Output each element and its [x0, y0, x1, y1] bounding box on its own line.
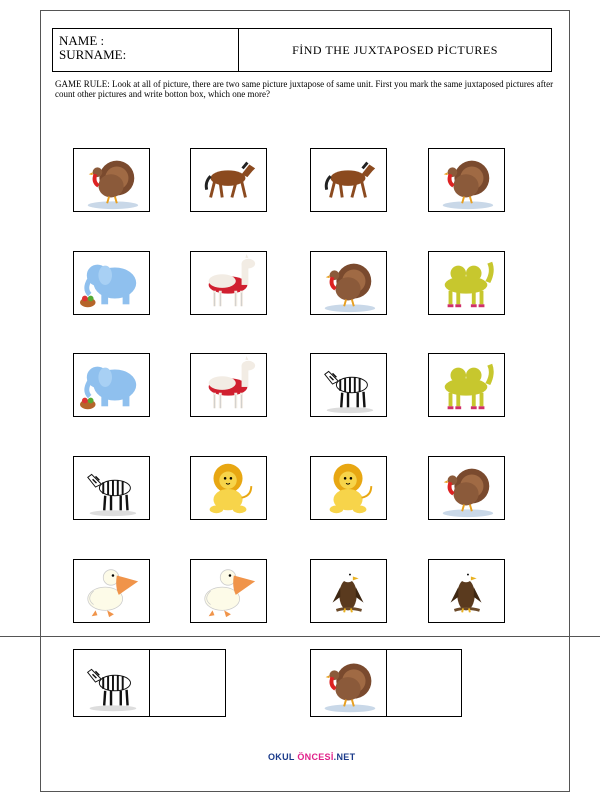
- answer-picture: [74, 650, 150, 716]
- section-divider: [0, 636, 600, 637]
- answer-box: [310, 649, 462, 717]
- eagle-icon: [429, 560, 504, 622]
- picture-card[interactable]: [73, 456, 150, 520]
- answer-count-field[interactable]: [387, 650, 461, 716]
- answer-count-field[interactable]: [150, 650, 225, 716]
- turkey-icon: [429, 149, 504, 211]
- name-label: NAME :: [59, 33, 105, 48]
- llama-icon: [191, 252, 266, 314]
- picture-card[interactable]: [190, 251, 267, 315]
- picture-card[interactable]: [310, 353, 387, 417]
- pelican-icon: [74, 560, 149, 622]
- picture-card[interactable]: [190, 353, 267, 417]
- camel-icon: [429, 252, 504, 314]
- turkey-icon: [311, 252, 386, 314]
- picture-card[interactable]: [190, 148, 267, 212]
- answer-picture: [311, 650, 387, 716]
- site-logo: OKUL ÖNCESİ.NET: [268, 752, 356, 762]
- eagle-icon: [311, 560, 386, 622]
- lion-icon: [191, 457, 266, 519]
- picture-card[interactable]: [428, 353, 505, 417]
- horse-icon: [311, 149, 386, 211]
- picture-card[interactable]: [310, 148, 387, 212]
- zebra-icon: [74, 457, 149, 519]
- game-rule-text: GAME RULE: Look at all of picture, there are two same picture juxtapose of same unit. First you mark the same juxtaposed pictures after count other pictures and write botton box, which one more?: [55, 79, 554, 99]
- picture-card[interactable]: [73, 148, 150, 212]
- header-box: [52, 28, 552, 72]
- answer-box: [73, 649, 226, 717]
- zebra-icon: [311, 354, 386, 416]
- zebra-icon: [74, 650, 149, 716]
- pelican-icon: [191, 560, 266, 622]
- picture-card[interactable]: [73, 251, 150, 315]
- picture-card[interactable]: [310, 559, 387, 623]
- lion-icon: [311, 457, 386, 519]
- picture-card[interactable]: [73, 353, 150, 417]
- horse-icon: [191, 149, 266, 211]
- llama-icon: [191, 354, 266, 416]
- picture-card[interactable]: [428, 251, 505, 315]
- picture-card[interactable]: [310, 251, 387, 315]
- picture-card[interactable]: [310, 456, 387, 520]
- worksheet-title: FİND THE JUXTAPOSED PİCTURES: [292, 42, 498, 57]
- picture-card[interactable]: [428, 148, 505, 212]
- elephant-icon: [74, 354, 149, 416]
- turkey-icon: [311, 650, 386, 716]
- picture-card[interactable]: [190, 559, 267, 623]
- turkey-icon: [74, 149, 149, 211]
- surname-label: SURNAME:: [59, 47, 127, 62]
- picture-card[interactable]: [190, 456, 267, 520]
- picture-card[interactable]: [428, 559, 505, 623]
- camel-icon: [429, 354, 504, 416]
- elephant-icon: [74, 252, 149, 314]
- picture-card[interactable]: [73, 559, 150, 623]
- picture-card[interactable]: [428, 456, 505, 520]
- turkey-icon: [429, 457, 504, 519]
- student-info: [53, 29, 239, 71]
